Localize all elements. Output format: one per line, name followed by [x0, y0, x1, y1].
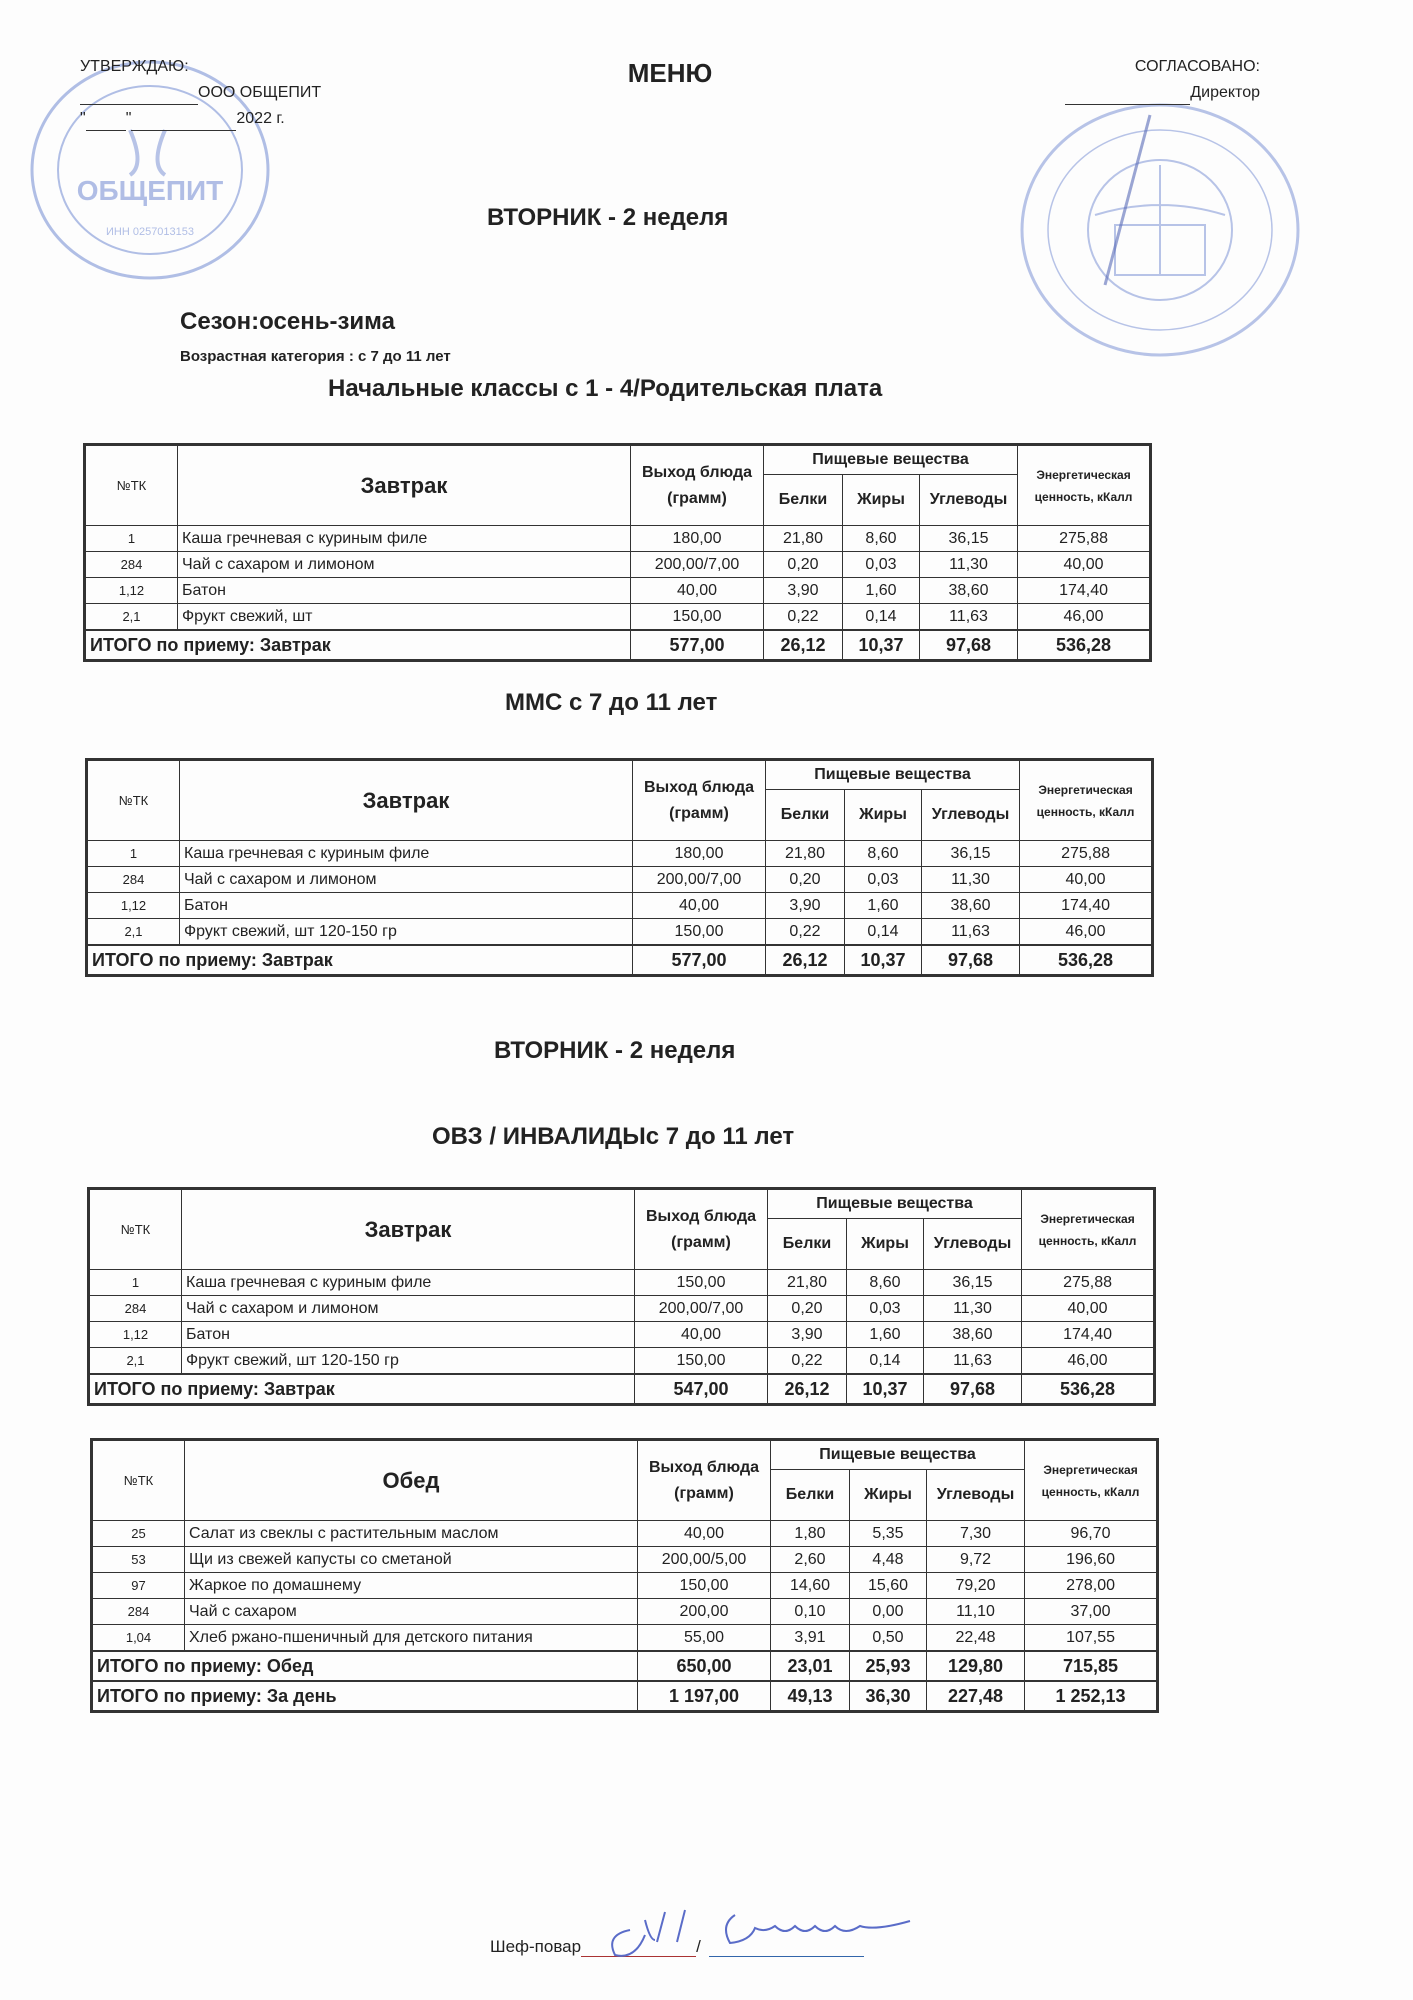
yield-label: Выход блюда	[641, 463, 753, 481]
col-energy-header	[1020, 760, 1153, 841]
table-row	[85, 526, 1151, 552]
fat-cell: 0,14	[843, 604, 920, 631]
protein-cell: 2,60	[771, 1547, 850, 1573]
carbs-cell: 227,48	[927, 1681, 1025, 1712]
table-row	[85, 552, 1151, 578]
tk-cell: 2,1	[89, 1348, 182, 1375]
table-row	[87, 867, 1153, 893]
carbs-cell: 129,80	[927, 1651, 1025, 1681]
dish-name: Чай с сахаром и лимоном	[178, 552, 631, 578]
yield-cell: 180,00	[633, 841, 766, 867]
carbs-cell: 11,30	[922, 867, 1020, 893]
energy-cell: 196,60	[1025, 1547, 1158, 1573]
yield-unit: (грамм)	[669, 804, 729, 822]
total-label: ИТОГО по приему: Завтрак	[89, 1374, 635, 1405]
yield-cell: 150,00	[631, 604, 764, 631]
protein-cell: 21,80	[764, 526, 843, 552]
col-tk-header: №ТК	[92, 1440, 185, 1521]
col-protein-header: Белки	[766, 790, 845, 841]
energy-cell: 96,70	[1025, 1521, 1158, 1547]
table-row	[89, 1296, 1155, 1322]
yield-cell: 577,00	[631, 630, 764, 661]
col-nutrients-header: Пищевые вещества	[764, 445, 1018, 475]
protein-cell: 26,12	[768, 1374, 847, 1405]
carbs-cell: 9,72	[927, 1547, 1025, 1573]
carbs-cell: 11,10	[927, 1599, 1025, 1625]
table-row	[87, 893, 1153, 919]
protein-cell: 26,12	[764, 630, 843, 661]
yield-unit: (грамм)	[667, 489, 727, 507]
col-carbs-header: Углеводы	[920, 475, 1018, 526]
dish-name: Каша гречневая с куриным филе	[180, 841, 633, 867]
dish-name: Каша гречневая с куриным филе	[178, 526, 631, 552]
age-category: Возрастная категория : с 7 до 11 лет	[180, 348, 451, 365]
energy-unit: ценность, кКалл	[1034, 489, 1133, 504]
table-row	[92, 1625, 1158, 1652]
meal-title: Обед	[185, 1440, 638, 1521]
total-row	[85, 630, 1151, 661]
energy-cell: 174,40	[1022, 1322, 1155, 1348]
energy-cell: 536,28	[1020, 945, 1153, 976]
approve-label: УТВЕРЖДАЮ:	[80, 58, 189, 75]
col-protein-header: Белки	[771, 1470, 850, 1521]
chef-label: Шеф-повар	[490, 1937, 582, 1956]
tk-cell: 1	[89, 1270, 182, 1296]
yield-cell: 200,00	[638, 1599, 771, 1625]
col-carbs-header: Углеводы	[924, 1219, 1022, 1270]
fat-cell: 36,30	[850, 1681, 927, 1712]
col-energy-header	[1018, 445, 1151, 526]
tk-cell: 284	[89, 1296, 182, 1322]
col-protein-header: Белки	[768, 1219, 847, 1270]
total-label: ИТОГО по приему: За день	[92, 1681, 638, 1712]
carbs-cell: 7,30	[927, 1521, 1025, 1547]
school-stamp-right	[1010, 95, 1310, 365]
table-row	[92, 1547, 1158, 1573]
fat-cell: 4,48	[850, 1547, 927, 1573]
tk-cell: 284	[85, 552, 178, 578]
total-label: ИТОГО по приему: Обед	[92, 1651, 638, 1681]
fat-cell: 25,93	[850, 1651, 927, 1681]
protein-cell: 3,90	[764, 578, 843, 604]
energy-cell: 46,00	[1018, 604, 1151, 631]
tk-cell: 1,12	[87, 893, 180, 919]
col-yield-header	[638, 1440, 771, 1521]
energy-cell: 278,00	[1025, 1573, 1158, 1599]
protein-cell: 14,60	[771, 1573, 850, 1599]
meal-title: Завтрак	[182, 1189, 635, 1270]
energy-unit: ценность, кКалл	[1036, 804, 1135, 819]
group-heading-mms: ММС с 7 до 11 лет	[505, 689, 718, 716]
header-row	[85, 445, 1151, 475]
carbs-cell: 79,20	[927, 1573, 1025, 1599]
dish-name: Батон	[180, 893, 633, 919]
tk-cell: 2,1	[85, 604, 178, 631]
yield-cell: 200,00/7,00	[633, 867, 766, 893]
carbs-cell: 38,60	[920, 578, 1018, 604]
yield-cell: 150,00	[635, 1348, 768, 1375]
protein-cell: 3,90	[766, 893, 845, 919]
carbs-cell: 11,30	[920, 552, 1018, 578]
yield-label: Выход блюда	[643, 778, 755, 796]
approve-year: 2022 г.	[236, 110, 285, 127]
energy-unit: ценность, кКалл	[1041, 1484, 1140, 1499]
col-yield-header	[631, 445, 764, 526]
carbs-cell: 38,60	[922, 893, 1020, 919]
protein-cell: 0,10	[771, 1599, 850, 1625]
carbs-cell: 22,48	[927, 1625, 1025, 1652]
fat-cell: 0,03	[847, 1296, 924, 1322]
col-energy-header	[1022, 1189, 1155, 1270]
col-carbs-header: Углеводы	[922, 790, 1020, 841]
day-heading: ВТОРНИК - 2 неделя	[487, 204, 729, 231]
total-row	[89, 1374, 1155, 1405]
energy-cell: 715,85	[1025, 1651, 1158, 1681]
yield-cell: 150,00	[633, 919, 766, 946]
fat-cell: 0,14	[845, 919, 922, 946]
approve-org: ООО ОБЩЕПИТ	[198, 84, 322, 101]
tk-cell: 1	[85, 526, 178, 552]
yield-cell: 150,00	[635, 1270, 768, 1296]
fat-cell: 0,03	[845, 867, 922, 893]
carbs-cell: 11,63	[922, 919, 1020, 946]
dish-name: Батон	[182, 1322, 635, 1348]
energy-label: Энергетическая	[1036, 467, 1131, 482]
dish-name: Жаркое по домашнему	[185, 1573, 638, 1599]
date-quote: "	[125, 110, 132, 127]
protein-cell: 49,13	[771, 1681, 850, 1712]
dish-name: Щи из свежей капусты со сметаной	[185, 1547, 638, 1573]
dish-name: Батон	[178, 578, 631, 604]
date-month-line	[131, 105, 236, 131]
energy-cell: 275,88	[1020, 841, 1153, 867]
fat-cell: 1,60	[845, 893, 922, 919]
col-fat-header: Жиры	[845, 790, 922, 841]
carbs-cell: 11,63	[920, 604, 1018, 631]
dish-name: Каша гречневая с куриным филе	[182, 1270, 635, 1296]
col-protein-header: Белки	[764, 475, 843, 526]
meal-title: Завтрак	[178, 445, 631, 526]
date-quote: "	[80, 110, 86, 127]
carbs-cell: 36,15	[920, 526, 1018, 552]
col-tk-header: №ТК	[85, 445, 178, 526]
agreed-role: Директор	[1190, 84, 1260, 101]
fat-cell: 0,14	[847, 1348, 924, 1375]
tk-cell: 1	[87, 841, 180, 867]
carbs-cell: 36,15	[924, 1270, 1022, 1296]
fat-cell: 1,60	[847, 1322, 924, 1348]
fat-cell: 8,60	[847, 1270, 924, 1296]
protein-cell: 21,80	[768, 1270, 847, 1296]
yield-cell: 40,00	[635, 1322, 768, 1348]
yield-cell: 200,00/7,00	[635, 1296, 768, 1322]
protein-cell: 1,80	[771, 1521, 850, 1547]
col-yield-header	[635, 1189, 768, 1270]
tk-cell: 2,1	[87, 919, 180, 946]
protein-cell: 21,80	[766, 841, 845, 867]
energy-label: Энергетическая	[1038, 782, 1133, 797]
fat-cell: 10,37	[845, 945, 922, 976]
yield-cell: 40,00	[631, 578, 764, 604]
fat-cell: 5,35	[850, 1521, 927, 1547]
chef-handwritten-signature	[590, 1890, 940, 1965]
dish-name: Хлеб ржано-пшеничный для детского питания	[185, 1625, 638, 1652]
dish-name: Фрукт свежий, шт 120-150 гр	[182, 1348, 635, 1375]
date-day-line	[86, 105, 126, 131]
yield-cell: 200,00/5,00	[638, 1547, 771, 1573]
meal-title: Завтрак	[180, 760, 633, 841]
energy-cell: 275,88	[1022, 1270, 1155, 1296]
carbs-cell: 97,68	[924, 1374, 1022, 1405]
agreed-label: СОГЛАСОВАНО:	[1134, 58, 1260, 75]
energy-cell: 46,00	[1022, 1348, 1155, 1375]
fat-cell: 10,37	[843, 630, 920, 661]
day-heading-2: ВТОРНИК - 2 неделя	[494, 1037, 736, 1064]
table-row	[92, 1573, 1158, 1599]
tk-cell: 25	[92, 1521, 185, 1547]
protein-cell: 0,22	[766, 919, 845, 946]
table-row	[92, 1599, 1158, 1625]
fat-cell: 15,60	[850, 1573, 927, 1599]
protein-cell: 0,22	[768, 1348, 847, 1375]
energy-cell: 37,00	[1025, 1599, 1158, 1625]
protein-cell: 0,20	[764, 552, 843, 578]
energy-cell: 536,28	[1018, 630, 1151, 661]
energy-cell: 1 252,13	[1025, 1681, 1158, 1712]
breakfast-table-ovz	[87, 1187, 1156, 1406]
total-row	[92, 1651, 1158, 1681]
fat-cell: 10,37	[847, 1374, 924, 1405]
energy-unit: ценность, кКалл	[1038, 1233, 1137, 1248]
table-row	[85, 604, 1151, 631]
energy-cell: 275,88	[1018, 526, 1151, 552]
fat-cell: 1,60	[843, 578, 920, 604]
protein-cell: 3,91	[771, 1625, 850, 1652]
breakfast-table-mms	[85, 758, 1154, 977]
fat-cell: 8,60	[845, 841, 922, 867]
yield-cell: 180,00	[631, 526, 764, 552]
table-row	[92, 1521, 1158, 1547]
season-label: Сезон:осень-зима	[180, 308, 395, 335]
tk-cell: 97	[92, 1573, 185, 1599]
yield-label: Выход блюда	[648, 1458, 760, 1476]
protein-cell: 0,20	[766, 867, 845, 893]
energy-cell: 174,40	[1020, 893, 1153, 919]
header-row	[89, 1189, 1155, 1219]
carbs-cell: 11,30	[924, 1296, 1022, 1322]
yield-cell: 547,00	[635, 1374, 768, 1405]
energy-label: Энергетическая	[1043, 1462, 1138, 1477]
col-nutrients-header: Пищевые вещества	[766, 760, 1020, 790]
fat-cell: 0,50	[850, 1625, 927, 1652]
table-row	[85, 578, 1151, 604]
col-nutrients-header: Пищевые вещества	[771, 1440, 1025, 1470]
energy-cell: 40,00	[1022, 1296, 1155, 1322]
tk-cell: 1,04	[92, 1625, 185, 1652]
header-row	[92, 1440, 1158, 1470]
tk-cell: 284	[87, 867, 180, 893]
fat-cell: 8,60	[843, 526, 920, 552]
energy-label: Энергетическая	[1040, 1211, 1135, 1226]
separator: /	[696, 1937, 701, 1956]
yield-cell: 200,00/7,00	[631, 552, 764, 578]
page-title: МЕНЮ	[627, 58, 713, 88]
carbs-cell: 38,60	[924, 1322, 1022, 1348]
col-tk-header: №ТК	[89, 1189, 182, 1270]
energy-cell: 174,40	[1018, 578, 1151, 604]
yield-cell: 1 197,00	[638, 1681, 771, 1712]
table-row	[89, 1348, 1155, 1375]
tk-cell: 1,12	[85, 578, 178, 604]
energy-cell: 536,28	[1022, 1374, 1155, 1405]
protein-cell: 0,22	[764, 604, 843, 631]
fat-cell: 0,03	[843, 552, 920, 578]
energy-cell: 46,00	[1020, 919, 1153, 946]
yield-unit: (грамм)	[671, 1233, 731, 1251]
group-heading-ovz: ОВЗ / ИНВАЛИДЫс 7 до 11 лет	[432, 1123, 795, 1150]
col-fat-header: Жиры	[850, 1470, 927, 1521]
energy-cell: 107,55	[1025, 1625, 1158, 1652]
yield-cell: 150,00	[638, 1573, 771, 1599]
carbs-cell: 97,68	[922, 945, 1020, 976]
group-heading-primary: Начальные классы с 1 - 4/Родительская плата	[328, 375, 883, 402]
header-row	[87, 760, 1153, 790]
tk-cell: 1,12	[89, 1322, 182, 1348]
dish-name: Чай с сахаром	[185, 1599, 638, 1625]
total-label: ИТОГО по приему: Завтрак	[87, 945, 633, 976]
table-row	[89, 1270, 1155, 1296]
col-nutrients-header: Пищевые вещества	[768, 1189, 1022, 1219]
dish-name: Чай с сахаром и лимоном	[182, 1296, 635, 1322]
col-yield-header	[633, 760, 766, 841]
yield-label: Выход блюда	[645, 1207, 757, 1225]
energy-cell: 40,00	[1018, 552, 1151, 578]
col-tk-header: №ТК	[87, 760, 180, 841]
yield-cell: 40,00	[638, 1521, 771, 1547]
dish-name: Фрукт свежий, шт 120-150 гр	[180, 919, 633, 946]
yield-cell: 55,00	[638, 1625, 771, 1652]
table-row	[87, 919, 1153, 946]
protein-cell: 23,01	[771, 1651, 850, 1681]
tk-cell: 53	[92, 1547, 185, 1573]
svg-text:ОБЩЕПИТ: ОБЩЕПИТ	[76, 175, 224, 206]
carbs-cell: 11,63	[924, 1348, 1022, 1375]
dish-name: Чай с сахаром и лимоном	[180, 867, 633, 893]
yield-cell: 40,00	[633, 893, 766, 919]
yield-unit: (грамм)	[674, 1484, 734, 1502]
dish-name: Фрукт свежий, шт	[178, 604, 631, 631]
carbs-cell: 97,68	[920, 630, 1018, 661]
yield-cell: 650,00	[638, 1651, 771, 1681]
col-carbs-header: Углеводы	[927, 1470, 1025, 1521]
breakfast-table-primary	[83, 443, 1152, 662]
dish-name: Салат из свеклы с растительным маслом	[185, 1521, 638, 1547]
total-row	[87, 945, 1153, 976]
energy-cell: 40,00	[1020, 867, 1153, 893]
yield-cell: 577,00	[633, 945, 766, 976]
svg-text:ИНН 0257013153: ИНН 0257013153	[105, 226, 195, 238]
total-label: ИТОГО по приему: Завтрак	[85, 630, 631, 661]
protein-cell: 26,12	[766, 945, 845, 976]
col-fat-header: Жиры	[843, 475, 920, 526]
fat-cell: 0,00	[850, 1599, 927, 1625]
protein-cell: 3,90	[768, 1322, 847, 1348]
total-row	[92, 1681, 1158, 1712]
col-energy-header	[1025, 1440, 1158, 1521]
col-fat-header: Жиры	[847, 1219, 924, 1270]
table-row	[89, 1322, 1155, 1348]
lunch-table-ovz	[90, 1438, 1159, 1713]
table-row	[87, 841, 1153, 867]
protein-cell: 0,20	[768, 1296, 847, 1322]
carbs-cell: 36,15	[922, 841, 1020, 867]
tk-cell: 284	[92, 1599, 185, 1625]
